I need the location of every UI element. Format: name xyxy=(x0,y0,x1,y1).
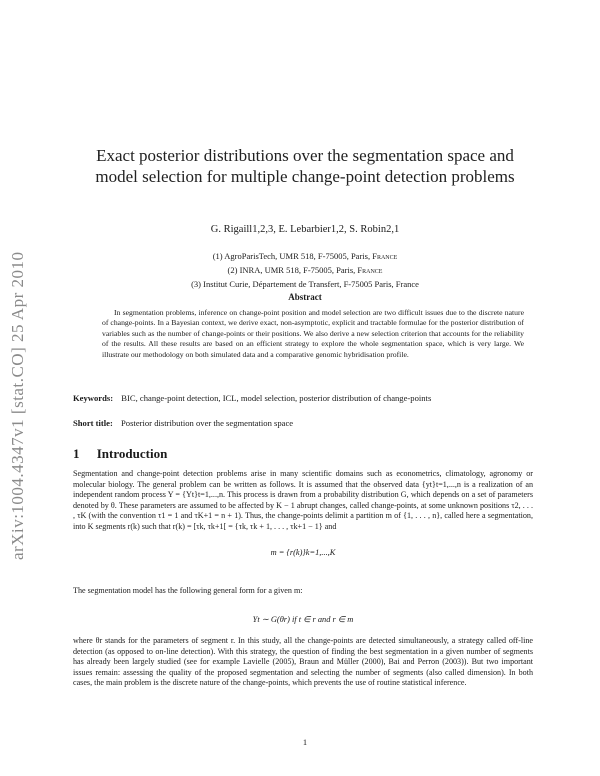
keywords-text: BIC, change-point detection, ICL, model selection, posterior distribution of change-points xyxy=(121,393,432,403)
short-title-text: Posterior distribution over the segmentation space xyxy=(121,418,294,428)
author-list: G. Rigaill1,2,3, E. Lebarbier1,2, S. Robin2,1 xyxy=(210,224,400,235)
title-line-1: Exact posterior distributions over the segmentation space and xyxy=(96,146,514,165)
intro-paragraph-3: where θr stands for the parameters of segment r. In this study, all the change-points are detected simultaneously, a strategy called off-line detection (as opposed to on-line detection). With this strategy, the question of finding the best segmentation in a given number of segments has already been largely studied (see for example Lavielle (2005), Braun and Müller (2000), Bai and Perron (2003)). But two important issues remain: assessing the quality of the proposed segmentation and selecting the number of segments (also called dimension). In both cases, the main problem is the discrete nature of the change-points, which prevents the use of routine statistical inference. xyxy=(73,636,533,687)
intro-paragraph-2: The segmentation model has the following general form for a given m: xyxy=(73,586,303,595)
equation-segmentation: m = {r(k)}k=1,...,K xyxy=(270,548,336,557)
page-number: 1 xyxy=(302,737,308,747)
affiliation-1-mark: (1) xyxy=(212,251,223,261)
section-title: Introduction xyxy=(96,446,168,461)
affiliation-3-text: Institut Curie, Département de Transfert, F-75005 Paris, France xyxy=(203,279,419,289)
paper-title xyxy=(80,145,530,187)
affiliation-1 xyxy=(110,249,500,263)
section-heading xyxy=(73,446,533,462)
arxiv-identifier: arXiv:1004.4347v1 [stat.CO] 25 Apr 2010 xyxy=(8,251,27,560)
affiliation-1-country: France xyxy=(372,251,398,261)
affiliation-1-text: AgroParisTech, UMR 518, F-75005, Paris, xyxy=(224,251,371,261)
abstract-heading: Abstract xyxy=(288,292,322,302)
affiliations xyxy=(110,249,500,291)
abstract-text: In segmentation problems, inference on change-point position and model selection are two difficult issues due to the discrete nature of change-points. In a Bayesian context, we derive exact, non-asymptotic, explicit and tractable formulae for the posterior distribution of variables such as the number of change-points or their positions. We also derive a new selection criterion that accounts for the reliability of the results. All these results are based on an efficient strategy to explore the whole segmentation space, which is very large. We illustrate our methodology on both simulated data and a comparative genomic hybridisation profile. xyxy=(102,308,524,359)
affiliation-2 xyxy=(110,263,500,277)
affiliation-2-mark: (2) xyxy=(227,265,238,275)
keywords-line xyxy=(73,393,533,403)
affiliation-2-country: France xyxy=(357,265,383,275)
affiliation-2-text: INRA, UMR 518, F-75005, Paris, xyxy=(239,265,356,275)
affiliation-3-mark: (3) xyxy=(191,279,201,289)
short-title-line xyxy=(73,418,533,428)
equation-model: Yt ∼ G(θr) if t ∈ r and r ∈ m xyxy=(252,615,354,624)
section-number: 1 xyxy=(73,446,80,461)
affiliation-3 xyxy=(110,277,500,291)
intro-paragraph-1: Segmentation and change-point detection problems arise in many scientific domains such as econometrics, climatology, agronomy or molecular biology. The general problem can be written as follows. It is assumed that the observed data {yt}t=1,...,n is a realization of an independent random process Y = {Yt}t=1,...,n. This process is drawn from a probability distribution G, which depends on a set of parameters denoted by θ. These parameters are assumed to be affected by K − 1 abrupt changes, called change-points, at some unknown positions τ2, . . . , τK (with the convention τ1 = 1 and τK+1 = n + 1). Thus, the change-points delimit a partition m of {1, . . . , n}, called here a segmentation, into K segments r(k) such that r(k) = [τk, τk+1[ = {τk, τk + 1, . . . , τk+1 − 1} and xyxy=(73,469,533,531)
title-line-2: model selection for multiple change-point detection problems xyxy=(95,167,515,186)
keywords-label: Keywords: xyxy=(73,393,114,403)
short-title-label: Short title: xyxy=(73,418,113,428)
